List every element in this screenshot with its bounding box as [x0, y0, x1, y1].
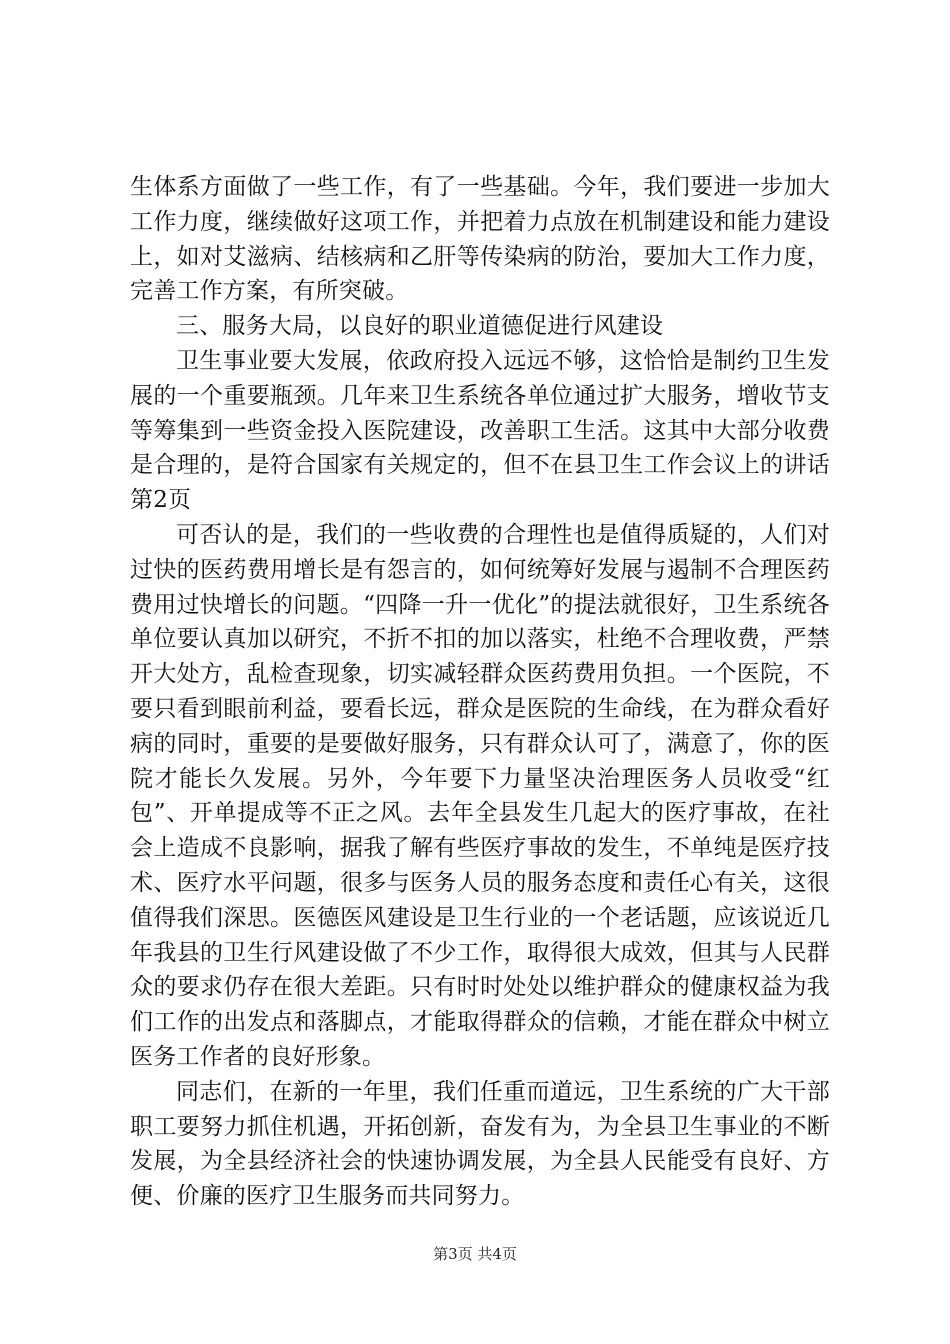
section-heading: 三、服务大局，以良好的职业道德促进行风建设	[176, 313, 664, 340]
paragraph-continuation: 生体系方面做了一些工作，有了一些基础。今年，我们要进一步加大工作力度，继续做好这项工作，并把着力点放在机制建设和能力建设上，如对艾滋病、结核病和乙肝等传染病的防治，要加大工作力度，完善工作方案，有所突破。	[130, 174, 830, 305]
document-body	[130, 170, 830, 1214]
paragraph-fees: 可否认的是，我们的一些收费的合理性也是值得质疑的，人们对过快的医药费用增长是有怨言的，如何统筹好发展与遏制不合理医药费用过快增长的问题。“四降一升一优化”的提法就很好，卫生系统各单位要认真加以研究，不折不扣的加以落实，杜绝不合理收费，严禁开大处方，乱检查现象，切实减轻群众医药费用负担。一个医院，不要只看到眼前利益，要看长远，群众是医院的生命线，在为群众看好病的同时，重要的是要做好服务，只有群众认可了，满意了，你的医院才能长久发展。另外，今年要下力量坚决治理医务人员收受“红包”、开单提成等不正之风。去年全县发生几起大的医疗事故，在社会上造成不良影响，据我了解有些医疗事故的发生，不单纯是医疗技术、医疗水平问题，很多与医务人员的服务态度和责任心有关，这很值得我们深思。医德医风建设是卫生行业的一个老话题，应该说近几年我县的卫生行风建设做了不少工作，取得很大成效，但其与人民群众的要求仍存在很大差距。只有时时处处以维护群众的健康权益为我们工作的出发点和落脚点，才能取得群众的信赖，才能在群众中树立医务工作者的良好形象。	[130, 521, 830, 1070]
paragraph-funding: 卫生事业要大发展，依政府投入远远不够，这恰恰是制约卫生发展的一个重要瓶颈。几年来卫生系统各单位通过扩大服务，增收节支等筹集到一些资金投入医院建设，改善职工生活。这其中大部分收费是合理的，是符合国家有关规定的，但不在县卫生工作会议上的讲话第2页	[130, 347, 830, 514]
page-number-footer: 第3页 共4页	[433, 1245, 517, 1263]
paragraph-closing: 同志们，在新的一年里，我们任重而道远，卫生系统的广大干部职工要努力抓住机遇，开拓创新，奋发有为，为全县卫生事业的不断发展，为全县经济社会的快速协调发展，为全县人民能受有良好、方便、价廉的医疗卫生服务而共同努力。	[130, 1078, 830, 1210]
